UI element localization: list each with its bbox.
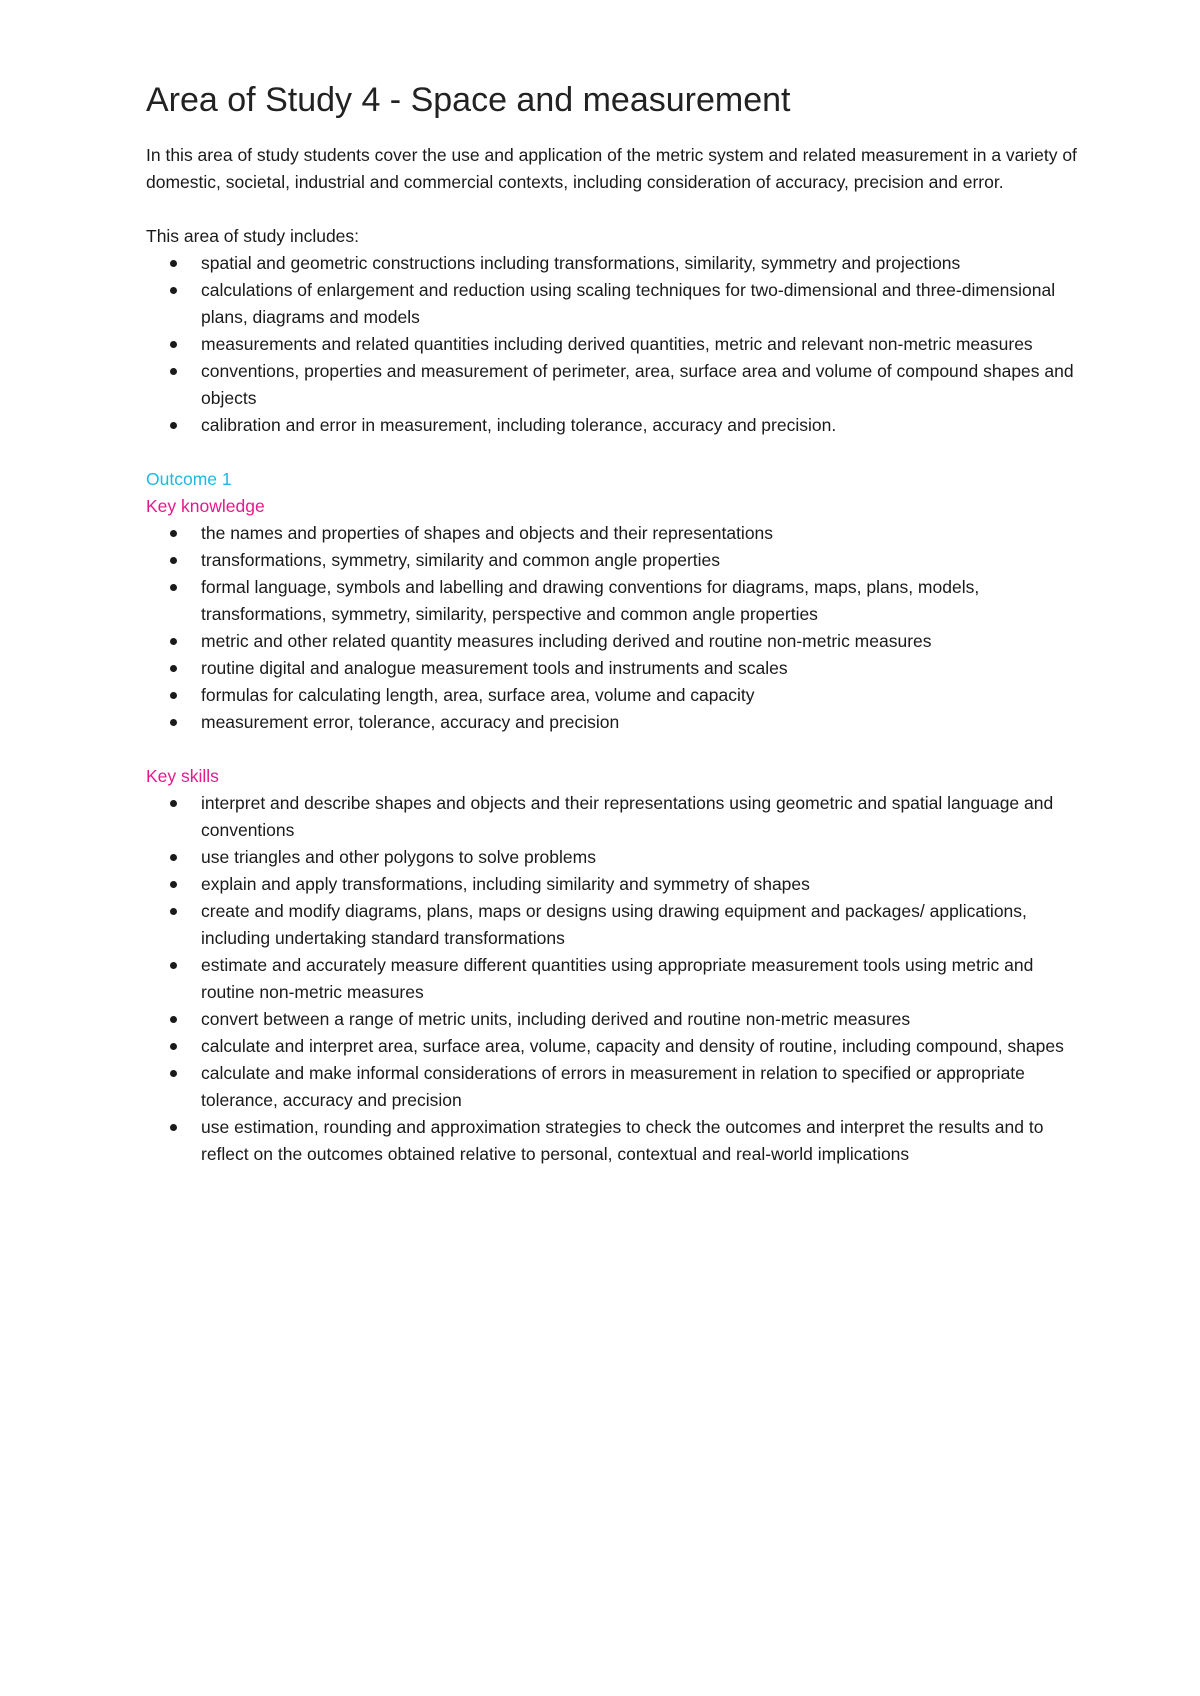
bullet-icon — [170, 1016, 177, 1023]
bullet-icon — [170, 854, 177, 861]
list-item — [146, 952, 1086, 1006]
page-title: Area of Study 4 - Space and measurement — [146, 81, 791, 119]
list-item-text: formal language, symbols and labelling and drawing conventions for diagrams, maps, plans, models, transformations, symmetry, similarity, perspective and common angle properties — [201, 577, 980, 624]
list-item — [146, 655, 1086, 682]
list-item-text: interpret and describe shapes and objects and their representations using geometric and spatial language and conventions — [201, 793, 1054, 840]
bullet-icon — [170, 1124, 177, 1131]
bullet-icon — [170, 638, 177, 645]
list-item-text: conventions, properties and measurement of perimeter, area, surface area and volume of compound shapes and objects — [201, 361, 1074, 408]
list-item — [146, 250, 1086, 277]
list-item-text: metric and other related quantity measures including derived and routine non-metric measures — [201, 631, 932, 651]
bullet-icon — [170, 287, 177, 294]
key-knowledge-list — [146, 520, 1086, 736]
list-item-text: routine digital and analogue measurement tools and instruments and scales — [201, 658, 788, 678]
list-item-text: use estimation, rounding and approximation strategies to check the outcomes and interpret the results and to reflect on the outcomes obtained relative to personal, contextual and real-world implications — [201, 1117, 1044, 1164]
bullet-icon — [170, 530, 177, 537]
list-item-text: calculate and make informal considerations of errors in measurement in relation to specified or appropriate tolerance, accuracy and precision — [201, 1063, 1025, 1110]
bullet-icon — [170, 908, 177, 915]
bullet-icon — [170, 692, 177, 699]
bullet-icon — [170, 557, 177, 564]
bullet-icon — [170, 368, 177, 375]
bullet-icon — [170, 1043, 177, 1050]
bullet-icon — [170, 1070, 177, 1077]
list-item-text: the names and properties of shapes and objects and their representations — [201, 523, 774, 543]
list-item — [146, 358, 1086, 412]
list-item — [146, 1060, 1086, 1114]
bullet-icon — [170, 422, 177, 429]
bullet-icon — [170, 962, 177, 969]
bullet-icon — [170, 260, 177, 267]
intro-paragraph: In this area of study students cover the use and application of the metric system and related measurement in a variety of domestic, societal, industrial and commercial contexts, including consideration of accuracy, precision and error. — [146, 145, 1077, 192]
outcome-heading: Outcome 1 — [146, 469, 232, 489]
list-item-text: convert between a range of metric units, including derived and routine non-metric measures — [201, 1009, 911, 1029]
list-item — [146, 628, 1086, 655]
list-item — [146, 520, 1086, 547]
list-item-text: calculations of enlargement and reduction using scaling techniques for two-dimensional and three-dimensional plans, diagrams and models — [201, 280, 1056, 327]
bullet-icon — [170, 665, 177, 672]
includes-list — [146, 250, 1086, 439]
spacer — [146, 736, 1086, 763]
spacer — [146, 439, 1086, 466]
list-item — [146, 277, 1086, 331]
key-skills-heading: Key skills — [146, 766, 219, 786]
key-skills-list — [146, 790, 1086, 1168]
list-item — [146, 1006, 1086, 1033]
bullet-icon — [170, 341, 177, 348]
bullet-icon — [170, 800, 177, 807]
list-item — [146, 898, 1086, 952]
includes-label: This area of study includes: — [146, 226, 360, 246]
bullet-icon — [170, 719, 177, 726]
list-item — [146, 844, 1086, 871]
list-item — [146, 412, 1086, 439]
list-item-text: measurements and related quantities including derived quantities, metric and relevant non-metric measures — [201, 334, 1033, 354]
list-item-text: use triangles and other polygons to solve problems — [201, 847, 596, 867]
list-item-text: create and modify diagrams, plans, maps or designs using drawing equipment and packages/ applications, including undertaking standard transformations — [201, 901, 1027, 948]
list-item-text: calibration and error in measurement, including tolerance, accuracy and precision. — [201, 415, 837, 435]
key-knowledge-heading: Key knowledge — [146, 496, 265, 516]
bullet-icon — [170, 584, 177, 591]
list-item — [146, 1114, 1086, 1168]
list-item — [146, 709, 1086, 736]
list-item-text: calculate and interpret area, surface area, volume, capacity and density of routine, including compound, shapes — [201, 1036, 1064, 1056]
list-item-text: measurement error, tolerance, accuracy and precision — [201, 712, 620, 732]
bullet-icon — [170, 881, 177, 888]
list-item — [146, 871, 1086, 898]
list-item — [146, 1033, 1086, 1060]
document-page — [146, 70, 1086, 1168]
list-item — [146, 547, 1086, 574]
list-item-text: formulas for calculating length, area, surface area, volume and capacity — [201, 685, 755, 705]
list-item — [146, 682, 1086, 709]
list-item-text: spatial and geometric constructions including transformations, similarity, symmetry and projections — [201, 253, 961, 273]
list-item-text: explain and apply transformations, including similarity and symmetry of shapes — [201, 874, 810, 894]
list-item-text: transformations, symmetry, similarity and common angle properties — [201, 550, 721, 570]
list-item — [146, 790, 1086, 844]
list-item — [146, 574, 1086, 628]
list-item-text: estimate and accurately measure different quantities using appropriate measurement tools using metric and routine non-metric measures — [201, 955, 1034, 1002]
list-item — [146, 331, 1086, 358]
spacer — [146, 196, 1086, 223]
